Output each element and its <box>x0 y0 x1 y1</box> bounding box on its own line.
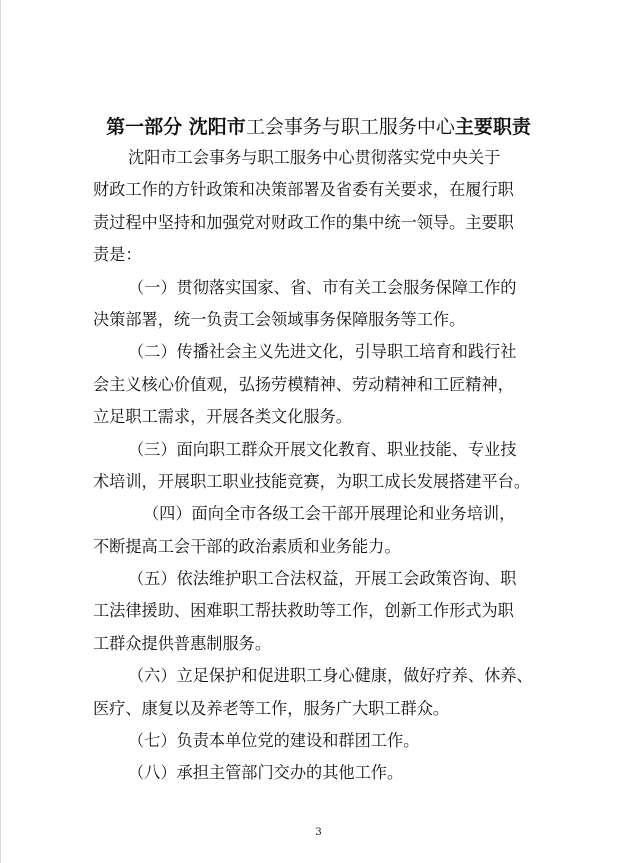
page-number: 3 <box>315 827 322 838</box>
body-line: （八）承担主管部门交办的其他工作。 <box>128 763 404 783</box>
body-line: 医疗、康复以及养老等工作，服务广大职工群众。 <box>93 698 450 718</box>
body-line: 财政工作的方针政策和决策部署及省委有关要求，在履行职 <box>93 180 514 200</box>
title-org: 工会事务与职工服务中心 <box>245 116 455 138</box>
title-city: 沈阳市 <box>188 116 246 138</box>
body-line: （三）面向职工群众开展文化教育、职业技能、专业技 <box>128 439 517 459</box>
body-line: 会主义核心价值观，弘扬劳模精神、劳动精神和工匠精神， <box>93 374 514 394</box>
body-line: 决策部署，统一负责工会领域事务保障服务等工作。 <box>93 309 466 329</box>
body-line: 责是： <box>93 245 142 265</box>
body-line: （七）负责本单位党的建设和群团工作。 <box>128 731 420 751</box>
body-line: 工群众提供普惠制服务。 <box>93 633 272 653</box>
body-line: 沈阳市工会事务与职工服务中心贯彻落实党中央关于 <box>128 148 501 167</box>
page-title <box>0 113 637 141</box>
body-line: （二）传播社会主义先进文化，引导职工培育和践行社 <box>128 342 517 362</box>
title-suffix: 主要职责 <box>454 116 531 138</box>
document-body <box>93 142 553 790</box>
body-line: 工法律援助、困难职工帮扶救助等工作，创新工作形式为职 <box>93 601 514 621</box>
body-line: 术培训，开展职工职业技能竞赛，为职工成长发展搭建平台。 <box>93 471 531 491</box>
body-line: 责过程中坚持和加强党对财政工作的集中统一领导。主要职 <box>93 212 514 232</box>
body-line: （四）面向全市各级工会干部开展理论和业务培训， <box>143 504 516 524</box>
title-part: 第一部分 <box>106 116 183 138</box>
body-line: 不断提高工会干部的政治素质和业务能力。 <box>93 536 401 556</box>
body-line: （一）贯彻落实国家、省、市有关工会服务保障工作的 <box>128 277 517 297</box>
body-line: （六）立足保护和促进职工身心健康，做好疗养、休养、 <box>128 666 533 686</box>
body-line: （五）依法维护职工合法权益，开展工会政策咨询、职 <box>128 569 517 589</box>
body-line: 立足职工需求，开展各类文化服务。 <box>93 407 352 427</box>
